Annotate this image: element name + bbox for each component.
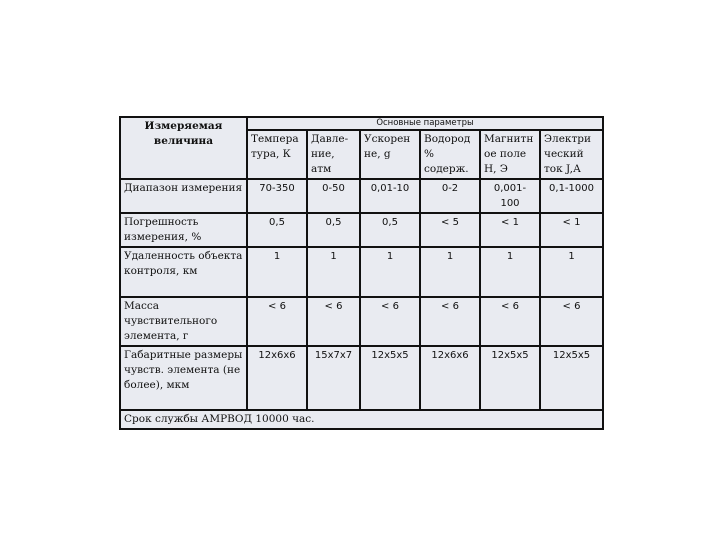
cell: < 1 xyxy=(540,213,603,247)
cell: 0-50 xyxy=(307,179,360,213)
cell: 0,001- 100 xyxy=(480,179,540,213)
row-label: Масса чувствительного элемента, г xyxy=(120,297,247,346)
row-label: Диапазон измерения xyxy=(120,179,247,213)
cell: < 6 xyxy=(540,297,603,346)
column-header: Электри ческий ток J,А xyxy=(540,130,603,179)
cell: 0,01-10 xyxy=(360,179,420,213)
row-label: Удаленность объекта контроля, км xyxy=(120,247,247,297)
cell: < 1 xyxy=(480,213,540,247)
cell: 0,5 xyxy=(247,213,307,247)
table-row xyxy=(120,247,603,297)
cell: < 6 xyxy=(360,297,420,346)
cell: 12x5x5 xyxy=(540,346,603,410)
cell: 12x6x6 xyxy=(247,346,307,410)
table-row xyxy=(120,346,603,410)
table-row xyxy=(120,297,603,346)
cell: 15x7x7 xyxy=(307,346,360,410)
cell: 0,1-1000 xyxy=(540,179,603,213)
row-label: Габаритные размеры чувств. элемента (не более), мкм xyxy=(120,346,247,410)
group-header: Основные параметры xyxy=(247,117,603,130)
table-footer: Срок службы АМРВОД 10000 час. xyxy=(120,410,603,429)
corner-header: Измеряемая величина xyxy=(120,117,247,179)
cell: 12x5x5 xyxy=(480,346,540,410)
column-header: Темпера тура, К xyxy=(247,130,307,179)
cell: 1 xyxy=(307,247,360,297)
cell: < 6 xyxy=(307,297,360,346)
cell: < 6 xyxy=(480,297,540,346)
cell: < 6 xyxy=(420,297,480,346)
cell: 70-350 xyxy=(247,179,307,213)
cell: 1 xyxy=(540,247,603,297)
cell: < 5 xyxy=(420,213,480,247)
row-label: Погрешность измерения, % xyxy=(120,213,247,247)
cell: 0,5 xyxy=(360,213,420,247)
column-header: Водород % содерж. xyxy=(420,130,480,179)
cell: 1 xyxy=(420,247,480,297)
table-row xyxy=(120,213,603,247)
column-header: Давле- ние, атм xyxy=(307,130,360,179)
cell: 1 xyxy=(360,247,420,297)
column-header: Ускорен не, g xyxy=(360,130,420,179)
cell: 0,5 xyxy=(307,213,360,247)
column-header: Магнитн ое поле Н, Э xyxy=(480,130,540,179)
cell: < 6 xyxy=(247,297,307,346)
cell: 12x6x6 xyxy=(420,346,480,410)
table-row xyxy=(120,179,603,213)
cell: 1 xyxy=(247,247,307,297)
parameters-table xyxy=(119,116,604,430)
cell: 0-2 xyxy=(420,179,480,213)
cell: 12x5x5 xyxy=(360,346,420,410)
cell: 1 xyxy=(480,247,540,297)
